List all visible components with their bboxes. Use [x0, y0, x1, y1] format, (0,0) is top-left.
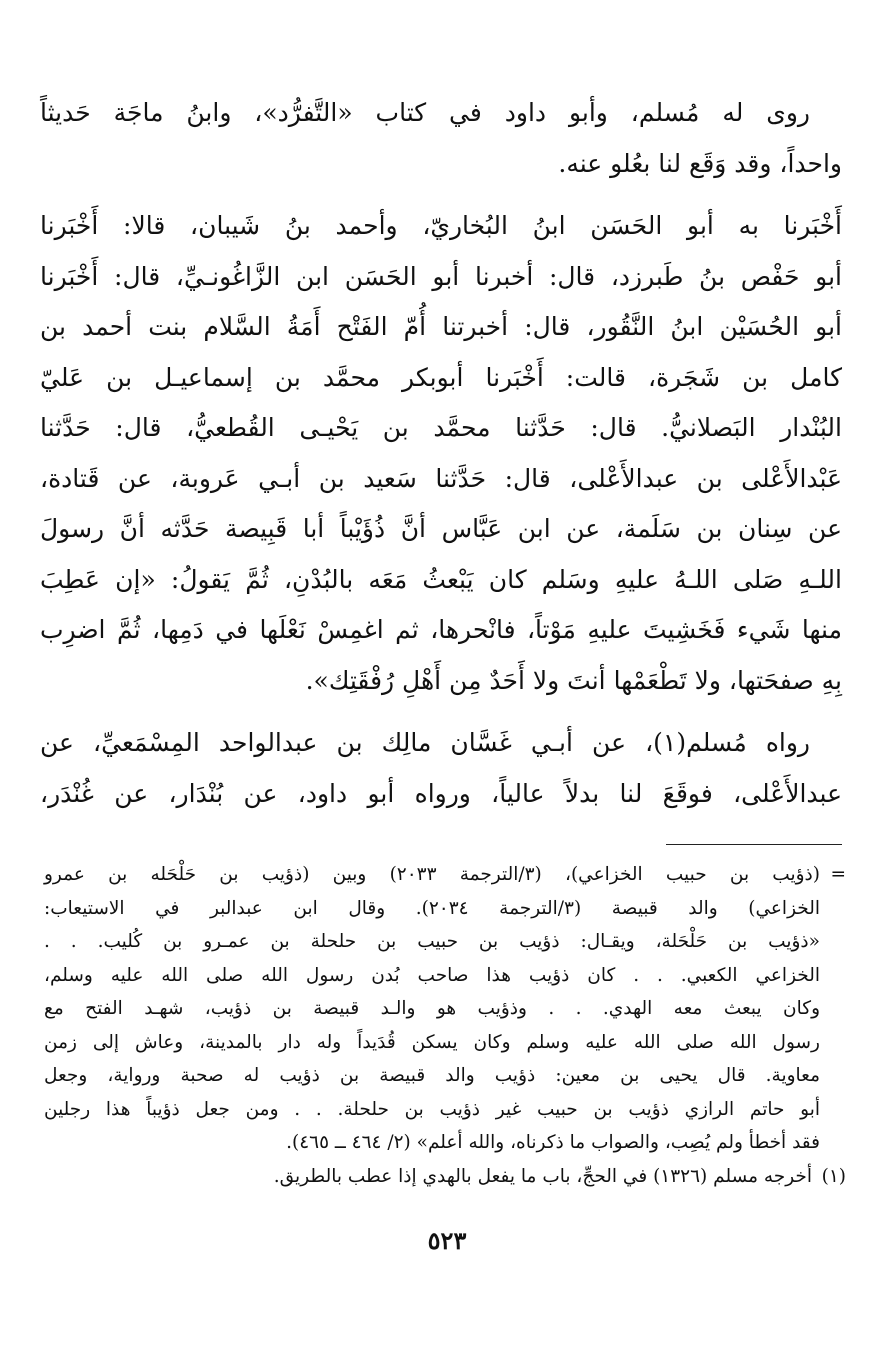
footnote-line: وكان يبعث معه الهدي. . . وذؤيب هو والـد قبيصة بن ذؤيب، شهـد الفتح مع	[44, 998, 820, 1019]
text-line: عَبْدالأَعْلى بن عبدالأَعْلى، قال: حَدَّثنا سَعيد بن أبـي عَروبة، عن قَتادة،	[40, 463, 842, 493]
footnote-line: فقد أخطأ ولم يُصِب، والصواب ما ذكرناه، والله أعلم» (٢/ ٤٦٤ ــ ٤٦٥).	[286, 1132, 820, 1153]
footnote-1	[44, 1160, 846, 1194]
footnote-line: الخزاعي الكعبي. . . كان ذؤيب هذا صاحب بُدن رسول الله صلى الله عليه وسلم،	[44, 964, 820, 986]
text-line: منها شَيء فَخَشِيتَ عليهِ مَوْتاً، فانْحرها، ثم اغمِسْ نَعْلَها في دَمِها، ثُمَّ اضرِب	[40, 615, 842, 644]
footnote-line: (ذؤيب بن حبيب الخزاعي)، (٣/الترجمة ٢٠٣٣) وبين (ذؤيب بن حَلْحَله بن عمرو	[44, 864, 821, 885]
footnote-1-text: أخرجه مسلم (١٣٢٦) في الحجِّ، باب ما يفعل بالهدي إذا عطب بالطريق.	[273, 1165, 812, 1187]
footnote-separator	[666, 844, 842, 845]
text-line: اللـهِ صَلى اللـهُ عليهِ وسَلم كان يَبْعثُ مَعَه بالبُدْنِ، ثُمَّ يَقولُ: «إن عَطِبَ	[40, 564, 842, 594]
text-line: واحداً، وقد وَقَع لنا بعُلو عنه.	[558, 148, 842, 178]
text-line: أَخْبَرنا به أبو الحَسَن ابنُ البُخاريّ، وأحمد بنُ شَيبان، قالا: أَخْبَرنا	[40, 211, 842, 240]
footnote-line: أبو حاتم الرازي ذؤيب بن حبيب غير ذؤيب بن حلحلة. . . ومن جعل ذؤيباً هذا رجلين	[44, 1098, 820, 1120]
paragraph-2	[40, 201, 842, 706]
text-line: كامل بن شَجَرة، قالت: أَخْبَرنا أبوبكر محمَّد بن إسماعيـل بن عَليّ	[40, 362, 842, 392]
page-number: ٥٢٣	[427, 1226, 467, 1255]
text-line: البُنْدار البَصلانيُّ. قال: حَدَّثنا محمَّد بن يَحْيـى القُطعيُّ، قال: حَدَّثنا	[40, 413, 842, 442]
main-text	[40, 88, 842, 819]
paragraph-1	[40, 88, 842, 189]
footnotes	[44, 858, 846, 1193]
footnote-line: رسول الله صلى الله عليه وسلم وكان يسكن قُدَيداً وله دار بالمدينة، وعاش إلى زمن	[44, 1031, 820, 1053]
text-line: أبو حَفْص بنُ طَبرزد، قال: أخبرنا أبو الحَسَن ابن الزَّاغُونـيِّ، قال: أَخْبَرنا	[40, 261, 842, 291]
text-line: بِهِ صفحَتها، ولا تَطْعَمْها أنتَ ولا أَحَدٌ مِن أَهْلِ رُفْقَتِك».	[305, 665, 842, 695]
text-line: أبو الحُسَيْن ابنُ النَّقُور، قال: أخبرتنا أُمّ الفَتْح أَمَةُ السَّلام بنت أحمد بن	[40, 312, 842, 341]
text-line: عن سِنان بن سَلَمة، عن ابن عَبَّاس أنَّ ذُؤَيْباً أبا قَبِيصة حَدَّثه أنَّ رسولَ	[40, 514, 842, 543]
footnote-line: الخزاعي) والد قبيصة (٣/الترجمة ٢٠٣٤). وقال ابن عبدالبر في الاستيعاب:	[44, 897, 820, 919]
paragraph-3	[40, 718, 842, 819]
footnote-line: «ذؤيب بن حَلْحَلة، ويقـال: ذؤيب بن حبيب بن حلحلة بن عمـرو بن كُليب. . .	[44, 931, 820, 952]
continuation-marker: =	[830, 864, 846, 885]
text-line: روى له مُسلم، وأبو داود في كتاب «التَّفرُّد»، وابنُ ماجَة حَديثاً	[40, 98, 810, 127]
footnote-1-marker: (١)	[821, 1165, 846, 1187]
footnote-continuation	[44, 858, 846, 1160]
footnote-line: معاوية. قال يحيى بن معين: ذؤيب والد قبيصة بن ذؤيب له صحبة ورواية، وجعل	[44, 1065, 820, 1086]
text-line: رواه مُسلم(١)، عن أبـي غَسَّان مالِك بن عبدالواحد المِسْمَعيِّ، عن	[40, 728, 811, 757]
text-line: عبدالأَعْلى، فوقَعَ لنا بدلاً عالياً، ورواه أبو داود، عن بُنْدَار، عن غُنْدَر،	[40, 778, 842, 808]
